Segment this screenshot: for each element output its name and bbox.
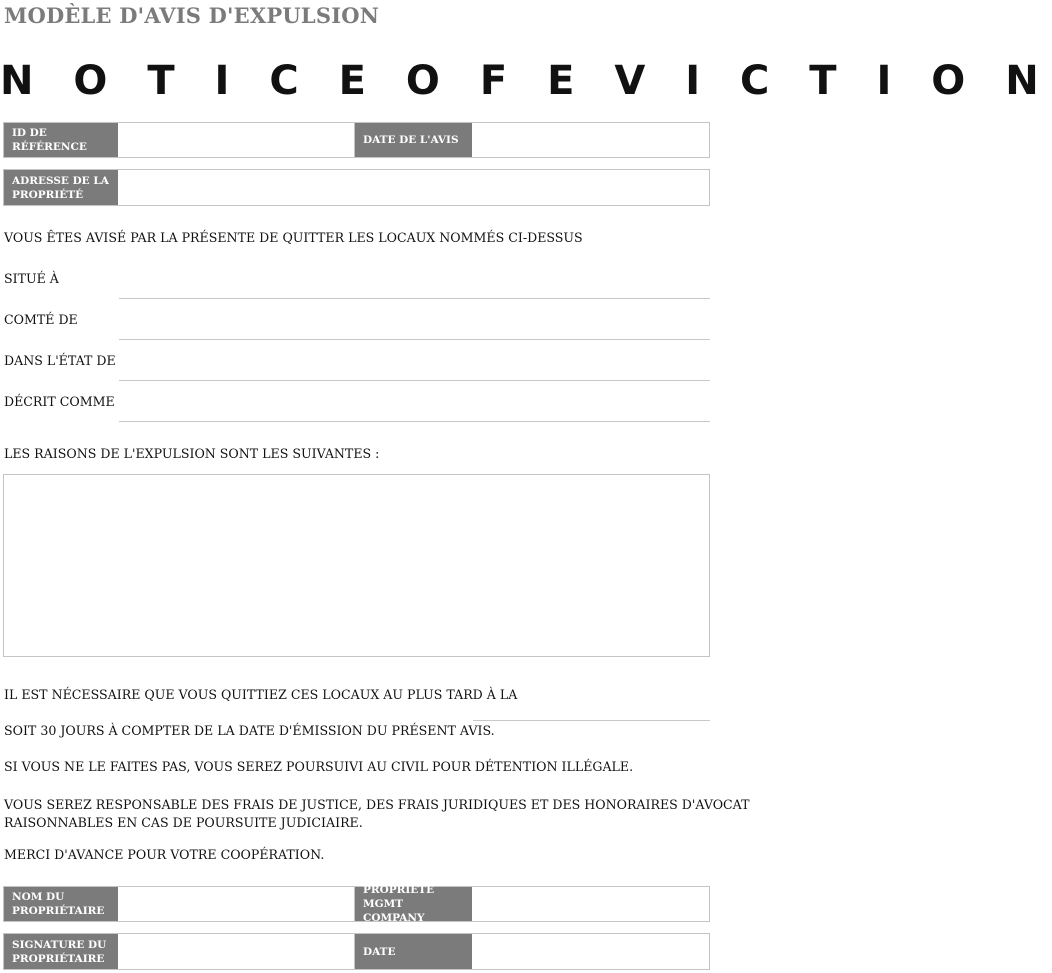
responsibility-text-line1: VOUS SEREZ RESPONSABLE DES FRAIS DE JUSTICE, DES FRAIS JURIDIQUES ET DES HONORAIRES D'AVOCAT	[4, 797, 750, 812]
owner-signature-label: SIGNATURE DU PROPRIÉTAIRE	[4, 934, 118, 969]
property-mgmt-field[interactable]	[472, 886, 710, 922]
reasons-heading: LES RAISONS DE L'EXPULSION SONT LES SUIVANTES :	[4, 446, 380, 461]
document-title: MODÈLE D'AVIS D'EXPULSION	[4, 3, 380, 28]
legal-warning-text: SI VOUS NE LE FAITES PAS, VOUS SEREZ POURSUIVI AU CIVIL POUR DÉTENTION ILLÉGALE.	[4, 759, 634, 774]
date-field[interactable]	[472, 933, 710, 970]
located-at-line[interactable]	[119, 298, 710, 299]
vacate-deadline-text: IL EST NÉCESSAIRE QUE VOUS QUITTIEZ CES LOCAUX AU PLUS TARD À LA	[4, 687, 518, 702]
date-label: DATE	[355, 934, 472, 969]
notice-intro-text: VOUS ÊTES AVISÉ PAR LA PRÉSENTE DE QUITTER LES LOCAUX NOMMÉS CI-DESSUS	[4, 230, 583, 245]
owner-signature-field[interactable]	[118, 933, 355, 970]
state-of-label: DANS L'ÉTAT DE	[4, 353, 116, 368]
described-as-label: DÉCRIT COMME	[4, 394, 115, 409]
county-of-line[interactable]	[119, 339, 710, 340]
owner-name-field[interactable]	[118, 886, 355, 922]
owner-name-label: NOM DU PROPRIÉTAIRE	[4, 887, 118, 921]
reference-id-label: ID DE RÉFÉRENCE	[4, 123, 118, 157]
state-of-line[interactable]	[119, 380, 710, 381]
responsibility-text-line2: RAISONNABLES EN CAS DE POURSUITE JUDICIAIRE.	[4, 815, 363, 830]
property-address-field[interactable]	[118, 169, 710, 206]
thirty-days-text: SOIT 30 JOURS À COMPTER DE LA DATE D'ÉMISSION DU PRÉSENT AVIS.	[4, 723, 495, 738]
located-at-label: SITUÉ À	[4, 271, 59, 286]
described-as-line[interactable]	[119, 421, 710, 422]
notice-date-field[interactable]	[472, 122, 710, 158]
notice-of-eviction-heading: N O T I C E O F E V I C T I O N	[0, 58, 1052, 104]
reasons-textarea[interactable]	[3, 474, 710, 657]
reference-id-field[interactable]	[118, 122, 355, 158]
notice-date-label: DATE DE L'AVIS	[355, 123, 472, 157]
vacate-date-line[interactable]	[473, 720, 710, 721]
property-address-label: ADRESSE DE LA PROPRIÉTÉ	[4, 170, 118, 205]
property-mgmt-label: PROPRIÉTÉ MGMT COMPANY	[355, 887, 472, 921]
county-of-label: COMTÉ DE	[4, 312, 78, 327]
thanks-text: MERCI D'AVANCE POUR VOTRE COOPÉRATION.	[4, 847, 325, 862]
